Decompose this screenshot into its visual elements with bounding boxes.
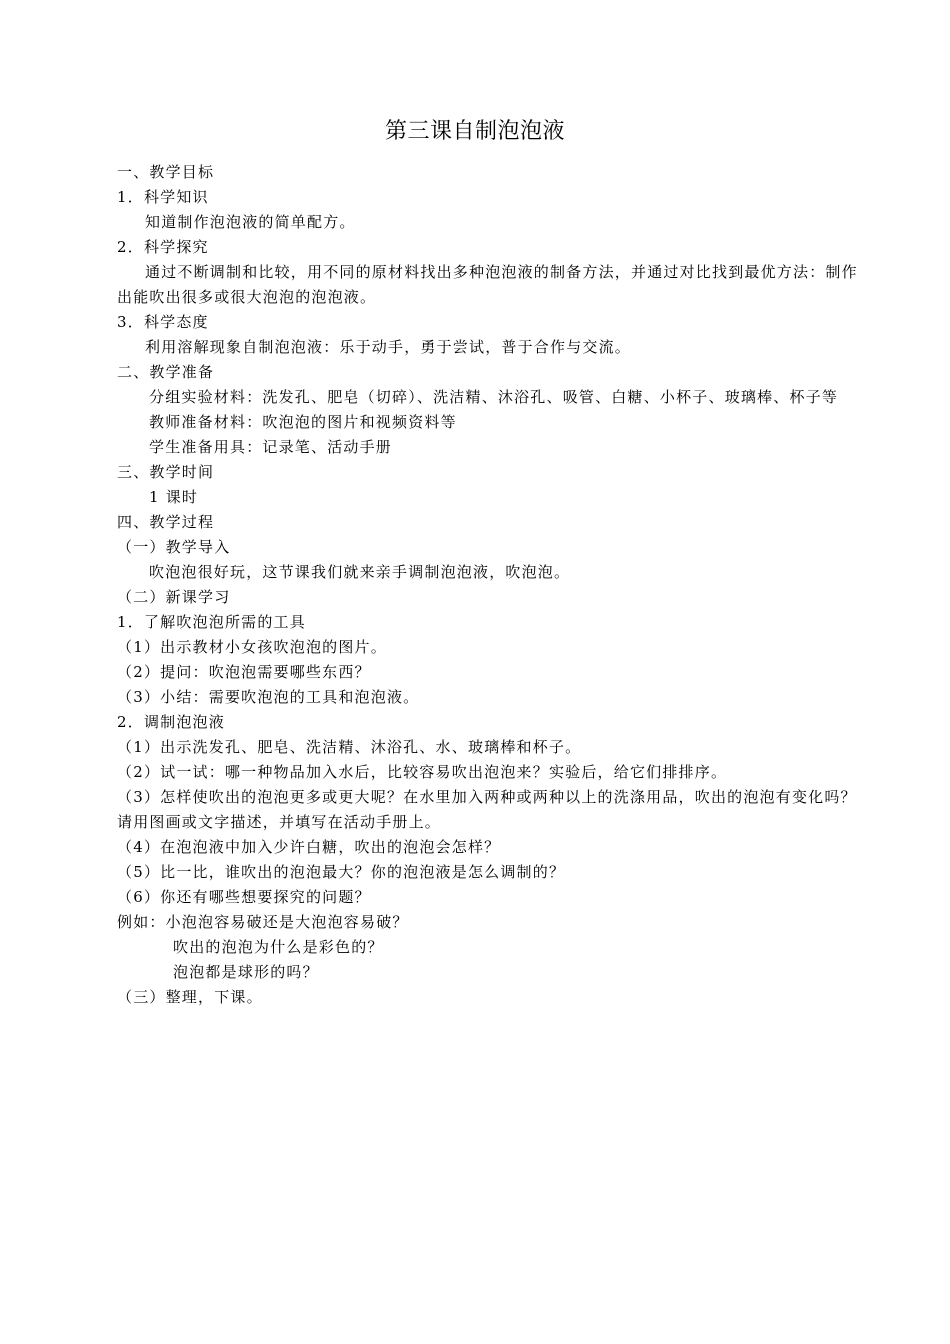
paragraph: 1 课时	[149, 488, 199, 506]
example-line: 例如：小泡泡容易破还是大泡泡容易破？	[117, 913, 409, 931]
section-heading: 一、教学目标	[117, 163, 215, 181]
section-heading: 三、教学时间	[117, 463, 215, 481]
list-item: （5）比一比，谁吹出的泡泡最大？你的泡泡液是怎么调制的？	[117, 863, 566, 881]
example-line: 吹出的泡泡为什么是彩色的？	[173, 938, 384, 956]
section-heading: 二、教学准备	[117, 363, 215, 381]
subsection-heading: （二）新课学习	[117, 588, 231, 606]
paragraph: 知道制作泡泡液的简单配方。	[145, 213, 356, 231]
document-body	[117, 160, 867, 1010]
list-item: （3）怎样使吹出的泡泡更多或更大呢？在水里加入两种或两种以上的洗涤用品，吹出的泡泡有变化吗？请用图画或文字描述，并填写在活动手册上。	[117, 788, 857, 831]
section-heading: 四、教学过程	[117, 513, 215, 531]
list-item: （1）出示教材小女孩吹泡泡的图片。	[117, 638, 387, 656]
subsection-heading: （三）整理，下课。	[117, 988, 263, 1006]
subsection-heading: 2．科学探究	[117, 238, 209, 256]
subsection-heading: 2．调制泡泡液	[117, 713, 225, 731]
paragraph: 利用溶解现象自制泡泡液：乐于动手，勇于尝试，普于合作与交流。	[145, 338, 632, 356]
subsection-heading: （一）教学导入	[117, 538, 231, 556]
list-item: （2）提问：吹泡泡需要哪些东西？	[117, 663, 371, 681]
paragraph: 分组实验材料：洗发孔、肥皂（切碎）、洗洁精、沐浴孔、吸管、白糖、小杯子、玻璃棒、杯子等	[149, 388, 839, 406]
list-item: （1）出示洗发孔、肥皂、洗洁精、沐浴孔、水、玻璃棒和杯子。	[117, 738, 582, 756]
paragraph: 通过不断调制和比较，用不同的原材料找出多种泡泡液的制备方法，并通过对比找到最优方法：制作出能吹出很多或很大泡泡的泡泡液。	[117, 263, 858, 306]
list-item: （2）试一试：哪一种物品加入水后，比较容易吹出泡泡来？实验后，给它们排排序。	[117, 763, 728, 781]
subsection-heading: 1．科学知识	[117, 188, 209, 206]
paragraph: 学生准备用具：记录笔、活动手册	[149, 438, 393, 456]
list-item: （6）你还有哪些想要探究的问题？	[117, 888, 371, 906]
subsection-heading: 3．科学态度	[117, 313, 209, 331]
paragraph: 教师准备材料：吹泡泡的图片和视频资料等	[149, 413, 457, 431]
list-item: （4）在泡泡液中加入少许白糖，吹出的泡泡会怎样？	[117, 838, 501, 856]
example-line: 泡泡都是球形的吗？	[173, 963, 319, 981]
subsection-heading: 1．了解吹泡泡所需的工具	[117, 613, 306, 631]
list-item: （3）小结：需要吹泡泡的工具和泡泡液。	[117, 688, 420, 706]
document-title: 第三课自制泡泡液	[384, 119, 565, 144]
paragraph: 吹泡泡很好玩，这节课我们就来亲手调制泡泡液，吹泡泡。	[149, 563, 571, 581]
